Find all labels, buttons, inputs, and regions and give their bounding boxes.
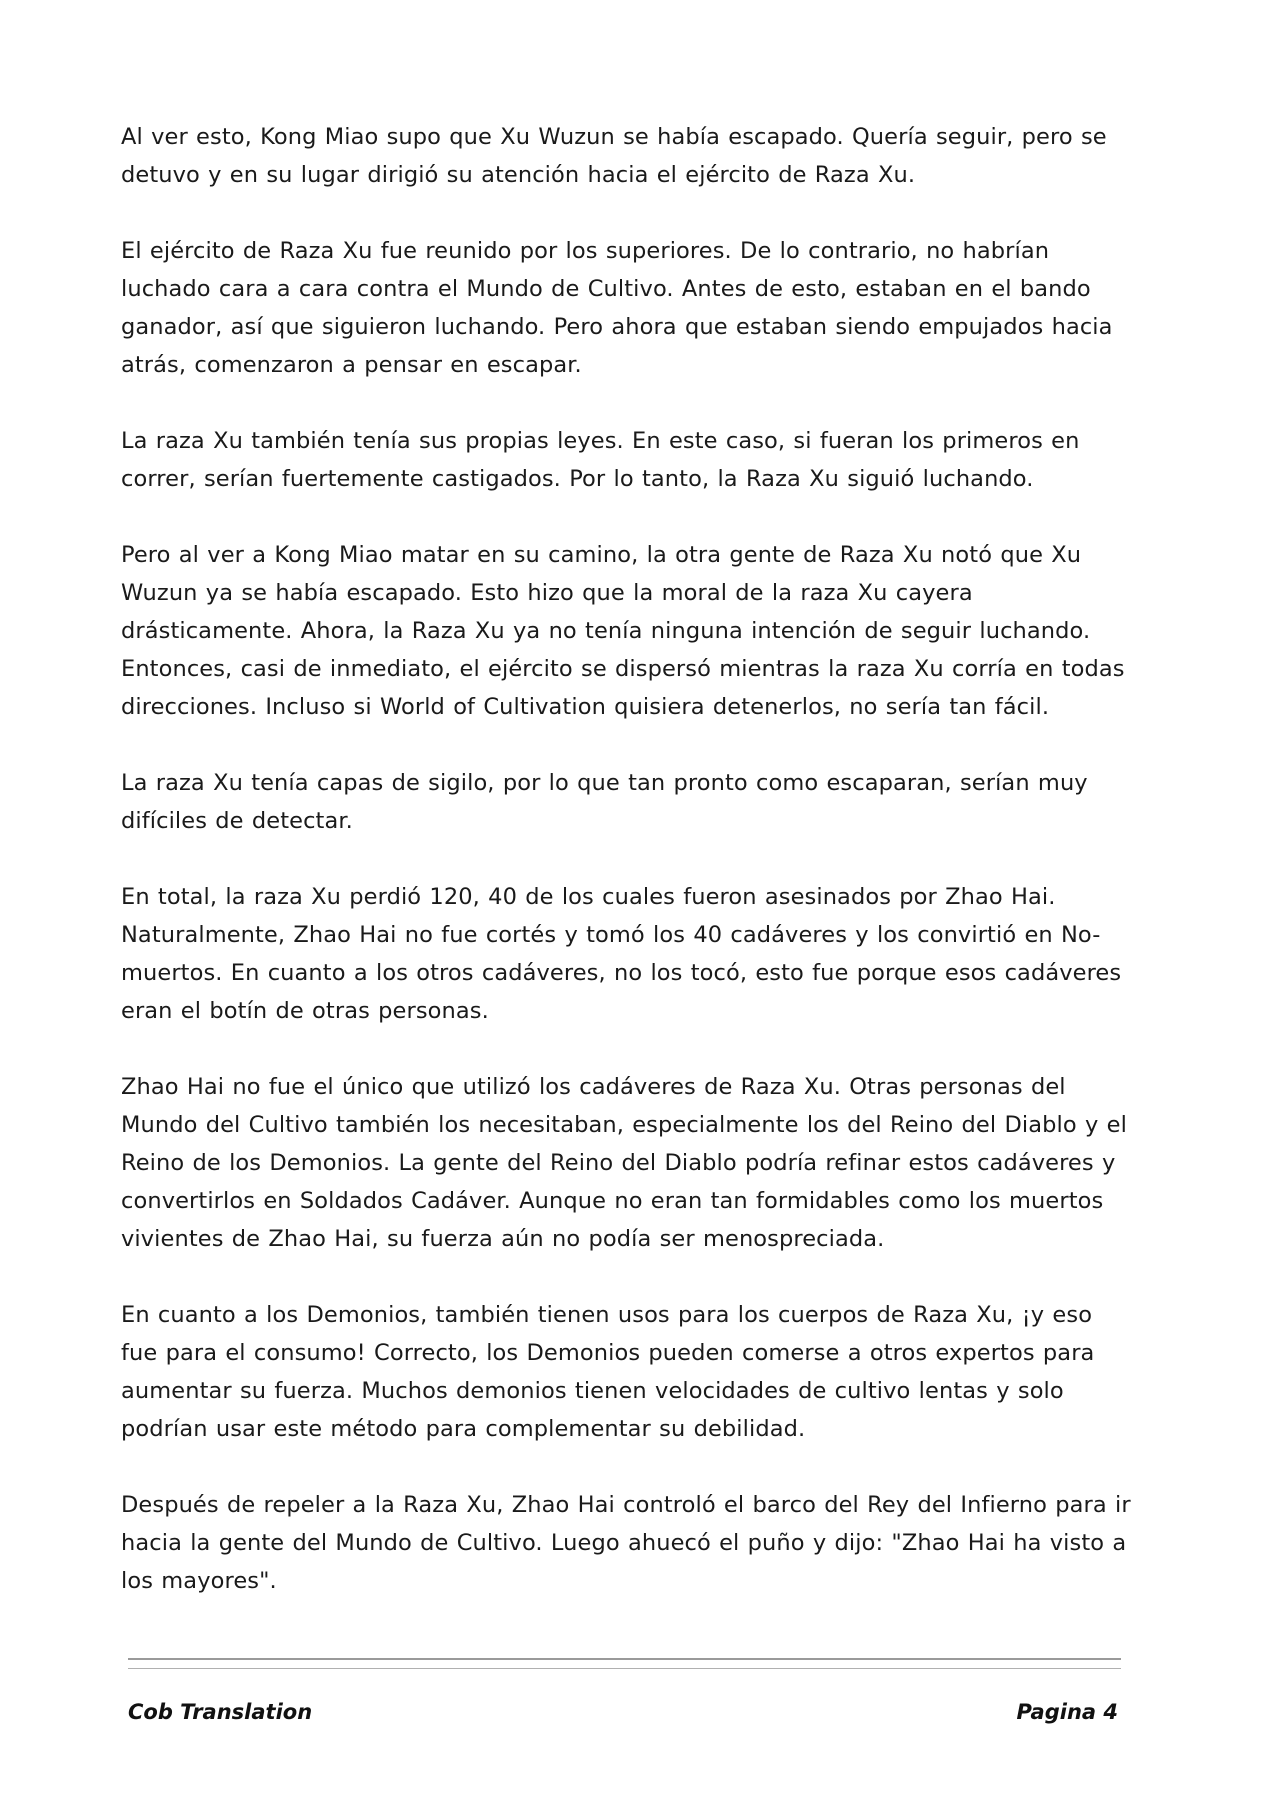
footer-rule-top xyxy=(128,1658,1121,1660)
paragraph-5: La raza Xu tenía capas de sigilo, por lo que tan pronto como escaparan, serían muy difíciles de detectar. xyxy=(121,770,1088,834)
paragraph-2: El ejército de Raza Xu fue reunido por los superiores. De lo contrario, no habrían luchado cara a cara contra el Mundo de Cultivo. Antes de esto, estaban en el bando ganador, así que siguieron luchando. Pero ahora que estaban siendo empujados hacia atrás, comenzaron a pensar en escapar. xyxy=(121,238,1113,378)
paragraph-7: Zhao Hai no fue el único que utilizó los cadáveres de Raza Xu. Otras personas del Mundo del Cultivo también los necesitaban, especialmente los del Reino del Diablo y el Reino de los Demonios. La gente del Reino del Diablo podría refinar estos cadáveres y convertirlos en Soldados Cadáver. Aunque no eran tan formidables como los muertos vivientes de Zhao Hai, su fuerza aún no podía ser menospreciada. xyxy=(121,1074,1127,1252)
footer-divider xyxy=(128,1658,1121,1669)
body-text xyxy=(121,118,1131,1638)
footer-rule-bottom xyxy=(128,1668,1121,1669)
page-footer xyxy=(128,1700,1118,1734)
footer-page-number: Pagina 4 xyxy=(1016,1700,1118,1724)
paragraph-8: En cuanto a los Demonios, también tienen usos para los cuerpos de Raza Xu, ¡y eso fue para el consumo! Correcto, los Demonios pueden comerse a otros expertos para aumentar su fuerza. Muchos demonios tienen velocidades de cultivo lentas y solo podrían usar este método para complementar su debilidad. xyxy=(121,1302,1095,1442)
paragraph-1: Al ver esto, Kong Miao supo que Xu Wuzun se había escapado. Quería seguir, pero se detuvo y en su lugar dirigió su atención hacia el ejército de Raza Xu. xyxy=(121,124,1107,188)
paragraph-3: La raza Xu también tenía sus propias leyes. En este caso, si fueran los primeros en correr, serían fuertemente castigados. Por lo tanto, la Raza Xu siguió luchando. xyxy=(121,428,1080,492)
paragraph-6: En total, la raza Xu perdió 120, 40 de los cuales fueron asesinados por Zhao Hai. Naturalmente, Zhao Hai no fue cortés y tomó los 40 cadáveres y los convirtió en No-muertos. En cuanto a los otros cadáveres, no los tocó, esto fue porque esos cadáveres eran el botín de otras personas. xyxy=(121,884,1122,1024)
paragraph-4: Pero al ver a Kong Miao matar en su camino, la otra gente de Raza Xu notó que Xu Wuzun ya se había escapado. Esto hizo que la moral de la raza Xu cayera drásticamente. Ahora, la Raza Xu ya no tenía ninguna intención de seguir luchando. Entonces, casi de inmediato, el ejército se dispersó mientras la raza Xu corría en todas direcciones. Incluso si World of Cultivation quisiera detenerlos, no sería tan fácil. xyxy=(121,542,1125,720)
paragraph-9: Después de repeler a la Raza Xu, Zhao Hai controló el barco del Rey del Infierno para ir hacia la gente del Mundo de Cultivo. Luego ahuecó el puño y dijo: "Zhao Hai ha visto a los mayores". xyxy=(121,1492,1131,1594)
footer-translator: Cob Translation xyxy=(128,1700,313,1724)
